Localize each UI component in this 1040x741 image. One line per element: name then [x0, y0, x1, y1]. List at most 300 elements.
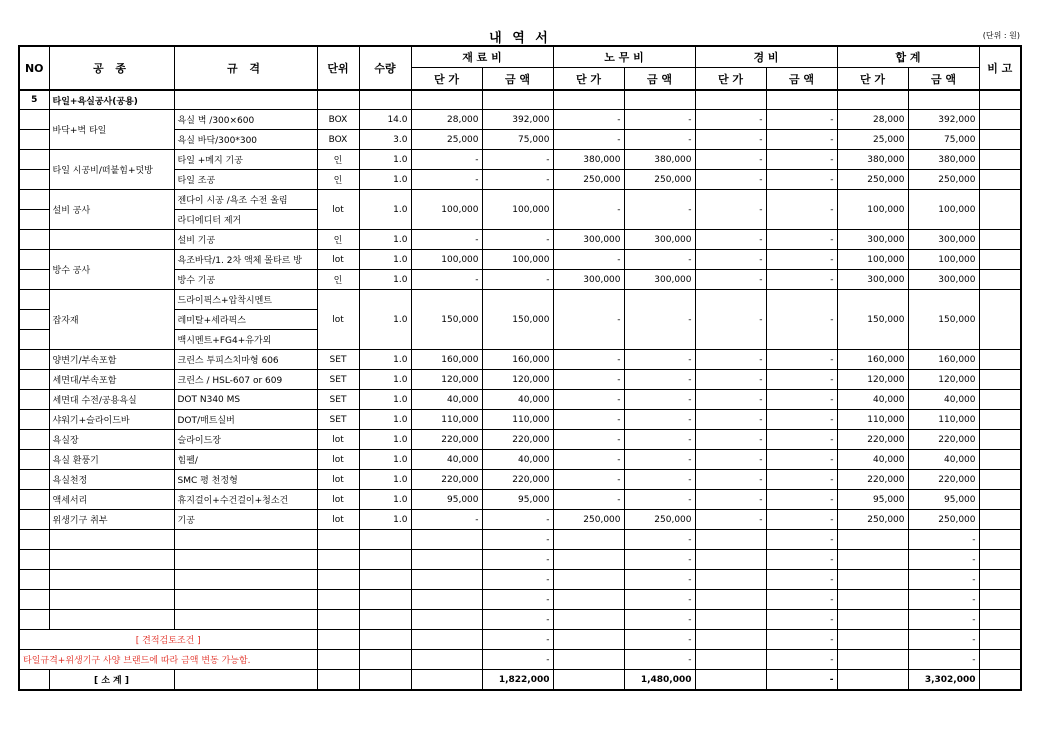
material-unit-price: - — [411, 510, 482, 530]
empty-cell — [553, 630, 624, 650]
empty-cell — [317, 630, 359, 650]
qty-cell: 1.0 — [359, 430, 411, 450]
no-cell — [19, 130, 49, 150]
no-cell — [19, 250, 49, 270]
dash-cell: - — [908, 550, 979, 570]
empty-cell — [359, 630, 411, 650]
header-unit: 단위 — [317, 46, 359, 90]
dash-cell: - — [908, 610, 979, 630]
total-unit-price: 110,000 — [837, 410, 908, 430]
qty-cell: 1.0 — [359, 490, 411, 510]
qty-cell: 3.0 — [359, 130, 411, 150]
brand-note: 타일규격+위생기구 사양 브랜드에 따라 금액 변동 가능함. — [19, 650, 317, 670]
header-labor: 노 무 비 — [553, 46, 695, 68]
total-unit-price: 28,000 — [837, 110, 908, 130]
table-row — [19, 350, 1021, 370]
work-type-cell: 설비 공사 — [49, 190, 174, 230]
empty-cell — [317, 570, 359, 590]
table-row — [19, 370, 1021, 390]
material-amount: 392,000 — [482, 110, 553, 130]
empty-cell — [695, 610, 766, 630]
dash-cell: - — [482, 590, 553, 610]
total-unit-price: 25,000 — [837, 130, 908, 150]
remark-cell — [979, 290, 1021, 350]
empty-cell — [837, 650, 908, 670]
empty-cell — [174, 550, 317, 570]
section-row — [19, 90, 1021, 110]
brand-note-row — [19, 650, 1021, 670]
dash-cell: - — [482, 630, 553, 650]
expense-unit-price: - — [695, 130, 766, 150]
expense-amount: - — [766, 450, 837, 470]
spec-cell: 백시멘트+FG4+유가외 — [174, 330, 317, 350]
material-amount: 110,000 — [482, 410, 553, 430]
material-amount: 160,000 — [482, 350, 553, 370]
material-unit-price: - — [411, 170, 482, 190]
spec-cell: 설비 기공 — [174, 230, 317, 250]
subtotal-expense: - — [766, 670, 837, 691]
header-remark: 비 고 — [979, 46, 1021, 90]
no-cell — [19, 470, 49, 490]
labor-amount: 300,000 — [624, 230, 695, 250]
expense-amount: - — [766, 490, 837, 510]
expense-unit-price: - — [695, 190, 766, 230]
total-unit-price: 150,000 — [837, 290, 908, 350]
material-amount: - — [482, 170, 553, 190]
no-cell — [19, 310, 49, 330]
subtotal-row — [19, 670, 1021, 691]
material-amount: - — [482, 150, 553, 170]
labor-amount: - — [624, 450, 695, 470]
no-cell — [19, 490, 49, 510]
dash-cell: - — [766, 570, 837, 590]
total-unit-price: 95,000 — [837, 490, 908, 510]
table-row — [19, 390, 1021, 410]
qty-cell: 1.0 — [359, 350, 411, 370]
blank-row — [19, 570, 1021, 590]
labor-unit-price: 380,000 — [553, 150, 624, 170]
material-amount: 100,000 — [482, 250, 553, 270]
labor-amount: - — [624, 410, 695, 430]
material-amount: 220,000 — [482, 430, 553, 450]
no-cell — [19, 410, 49, 430]
work-type-cell: 욕실천정 — [49, 470, 174, 490]
labor-unit-price: - — [553, 470, 624, 490]
total-amount: 300,000 — [908, 270, 979, 290]
dash-cell: - — [766, 610, 837, 630]
empty-cell — [411, 650, 482, 670]
expense-unit-price: - — [695, 230, 766, 250]
table-row — [19, 190, 1021, 210]
dash-cell: - — [482, 550, 553, 570]
header-material-amount: 금 액 — [482, 68, 553, 91]
empty-cell — [49, 550, 174, 570]
labor-amount: - — [624, 430, 695, 450]
labor-amount: 250,000 — [624, 510, 695, 530]
total-amount: 220,000 — [908, 430, 979, 450]
no-cell — [19, 110, 49, 130]
spec-cell: 기공 — [174, 510, 317, 530]
unit-cell: 인 — [317, 270, 359, 290]
header-total-amount: 금 액 — [908, 68, 979, 91]
empty-cell — [553, 590, 624, 610]
expense-amount: - — [766, 230, 837, 250]
no-cell — [19, 450, 49, 470]
spec-cell: 방수 기공 — [174, 270, 317, 290]
material-amount: 40,000 — [482, 450, 553, 470]
spec-cell: DOT N340 MS — [174, 390, 317, 410]
labor-unit-price: - — [553, 490, 624, 510]
no-cell — [19, 210, 49, 230]
table-row — [19, 430, 1021, 450]
no-cell — [19, 230, 49, 250]
expense-amount: - — [766, 370, 837, 390]
labor-amount: 380,000 — [624, 150, 695, 170]
empty-cell — [359, 550, 411, 570]
dash-cell: - — [482, 570, 553, 590]
dash-cell: - — [766, 550, 837, 570]
no-cell — [19, 190, 49, 210]
empty-cell — [411, 550, 482, 570]
header-material: 재 료 비 — [411, 46, 553, 68]
qty-cell: 1.0 — [359, 170, 411, 190]
total-unit-price: 40,000 — [837, 450, 908, 470]
remark-cell — [979, 370, 1021, 390]
header-row-1 — [19, 46, 1021, 68]
empty-cell — [695, 570, 766, 590]
qty-cell: 1.0 — [359, 250, 411, 270]
blank-row — [19, 590, 1021, 610]
empty-cell — [553, 670, 624, 691]
dash-cell: - — [766, 650, 837, 670]
expense-amount: - — [766, 190, 837, 230]
labor-unit-price: - — [553, 110, 624, 130]
no-cell — [19, 390, 49, 410]
empty-cell — [695, 530, 766, 550]
empty-cell — [837, 530, 908, 550]
no-cell — [19, 350, 49, 370]
table-row — [19, 490, 1021, 510]
empty-cell — [979, 610, 1021, 630]
empty-cell — [317, 650, 359, 670]
unit-cell: lot — [317, 490, 359, 510]
header-expense-unit-price: 단 가 — [695, 68, 766, 91]
total-amount: 100,000 — [908, 190, 979, 230]
work-type-cell: 위생기구 취부 — [49, 510, 174, 530]
labor-amount: - — [624, 190, 695, 230]
subtotal-total: 3,302,000 — [908, 670, 979, 691]
total-amount: 40,000 — [908, 450, 979, 470]
unit-cell: lot — [317, 510, 359, 530]
dash-cell: - — [908, 630, 979, 650]
empty-cell — [19, 670, 49, 691]
material-amount: 120,000 — [482, 370, 553, 390]
no-cell — [19, 170, 49, 190]
subtotal-material: 1,822,000 — [482, 670, 553, 691]
empty-cell — [553, 650, 624, 670]
material-amount: 75,000 — [482, 130, 553, 150]
total-unit-price: 40,000 — [837, 390, 908, 410]
total-unit-price: 250,000 — [837, 170, 908, 190]
material-amount: 220,000 — [482, 470, 553, 490]
dash-cell: - — [908, 590, 979, 610]
material-unit-price: 120,000 — [411, 370, 482, 390]
total-amount: 160,000 — [908, 350, 979, 370]
total-amount: 380,000 — [908, 150, 979, 170]
material-amount: 150,000 — [482, 290, 553, 350]
work-type-cell: 액세서리 — [49, 490, 174, 510]
material-unit-price: 40,000 — [411, 450, 482, 470]
empty-cell — [979, 630, 1021, 650]
remark-cell — [979, 150, 1021, 170]
material-unit-price: 150,000 — [411, 290, 482, 350]
empty-cell — [49, 570, 174, 590]
no-cell — [19, 510, 49, 530]
spec-cell: 타일 +메지 기공 — [174, 150, 317, 170]
spec-cell: 슬라이드장 — [174, 430, 317, 450]
table-row — [19, 110, 1021, 130]
subtotal-label: [ 소 계 ] — [49, 670, 174, 691]
expense-unit-price: - — [695, 170, 766, 190]
section-name: 타일+욕실공사(공용) — [49, 90, 174, 110]
empty-cell — [174, 530, 317, 550]
expense-amount: - — [766, 390, 837, 410]
labor-amount: - — [624, 250, 695, 270]
qty-cell: 1.0 — [359, 450, 411, 470]
labor-amount: - — [624, 350, 695, 370]
unit-cell: 인 — [317, 230, 359, 250]
spec-cell: DOT/매트실버 — [174, 410, 317, 430]
qty-cell: 1.0 — [359, 150, 411, 170]
dash-cell: - — [624, 570, 695, 590]
remark-cell — [979, 410, 1021, 430]
unit-cell: lot — [317, 470, 359, 490]
empty-cell — [317, 590, 359, 610]
qty-cell: 1.0 — [359, 390, 411, 410]
no-cell — [19, 150, 49, 170]
empty-cell — [695, 590, 766, 610]
empty-cell — [359, 670, 411, 691]
labor-unit-price: - — [553, 390, 624, 410]
empty-cell — [359, 530, 411, 550]
work-type-cell — [49, 230, 174, 250]
spec-cell: 드라이픽스+압착시멘트 — [174, 290, 317, 310]
header-material-unit-price: 단 가 — [411, 68, 482, 91]
qty-cell: 1.0 — [359, 230, 411, 250]
expense-unit-price: - — [695, 370, 766, 390]
empty-cell — [19, 570, 49, 590]
material-unit-price: 95,000 — [411, 490, 482, 510]
unit-cell: lot — [317, 290, 359, 350]
no-cell — [19, 290, 49, 310]
total-unit-price: 100,000 — [837, 250, 908, 270]
empty-cell — [837, 590, 908, 610]
empty-cell — [979, 550, 1021, 570]
total-unit-price: 250,000 — [837, 510, 908, 530]
dash-cell: - — [766, 590, 837, 610]
remark-cell — [979, 350, 1021, 370]
expense-unit-price: - — [695, 510, 766, 530]
qty-cell: 1.0 — [359, 370, 411, 390]
labor-unit-price: 300,000 — [553, 270, 624, 290]
empty-cell — [411, 530, 482, 550]
labor-amount: - — [624, 370, 695, 390]
empty-cell — [19, 550, 49, 570]
table-row — [19, 510, 1021, 530]
work-type-cell: 바닥+벽 타일 — [49, 110, 174, 150]
header-total-unit-price: 단 가 — [837, 68, 908, 91]
remark-cell — [979, 130, 1021, 150]
labor-amount: - — [624, 290, 695, 350]
work-type-cell: 세면대 수전/공용욕실 — [49, 390, 174, 410]
work-type-cell: 욕실 환풍기 — [49, 450, 174, 470]
spec-cell: 욕실 벽 /300×600 — [174, 110, 317, 130]
header-labor-unit-price: 단 가 — [553, 68, 624, 91]
header-expense: 경 비 — [695, 46, 837, 68]
empty-cell — [19, 610, 49, 630]
labor-unit-price: 300,000 — [553, 230, 624, 250]
dash-cell: - — [624, 630, 695, 650]
expense-unit-price: - — [695, 410, 766, 430]
material-unit-price: 25,000 — [411, 130, 482, 150]
dash-cell: - — [908, 650, 979, 670]
table-row — [19, 410, 1021, 430]
work-type-cell: 샤워기+슬라이드바 — [49, 410, 174, 430]
no-cell — [19, 330, 49, 350]
dash-cell: - — [482, 650, 553, 670]
empty-cell — [979, 530, 1021, 550]
material-unit-price: 28,000 — [411, 110, 482, 130]
total-amount: 110,000 — [908, 410, 979, 430]
expense-amount: - — [766, 410, 837, 430]
total-amount: 300,000 — [908, 230, 979, 250]
dash-cell: - — [908, 530, 979, 550]
dash-cell: - — [766, 630, 837, 650]
header-expense-amount: 금 액 — [766, 68, 837, 91]
header-no: NO — [19, 46, 49, 90]
total-amount: 75,000 — [908, 130, 979, 150]
expense-amount: - — [766, 290, 837, 350]
total-amount: 150,000 — [908, 290, 979, 350]
section-no: 5 — [19, 90, 49, 110]
empty-cell — [317, 550, 359, 570]
total-amount: 100,000 — [908, 250, 979, 270]
spec-cell: 욕실 바닥/300*300 — [174, 130, 317, 150]
expense-unit-price: - — [695, 250, 766, 270]
expense-unit-price: - — [695, 390, 766, 410]
material-amount: 40,000 — [482, 390, 553, 410]
total-unit-price: 380,000 — [837, 150, 908, 170]
unit-note: (단위 : 원) — [982, 31, 1020, 40]
labor-unit-price: - — [553, 450, 624, 470]
dash-cell: - — [624, 550, 695, 570]
empty-cell — [553, 530, 624, 550]
empty-cell — [49, 530, 174, 550]
empty-cell — [837, 670, 908, 691]
expense-unit-price: - — [695, 430, 766, 450]
material-unit-price: 160,000 — [411, 350, 482, 370]
material-unit-price: 40,000 — [411, 390, 482, 410]
empty-cell — [553, 550, 624, 570]
material-unit-price: - — [411, 230, 482, 250]
dash-cell: - — [624, 590, 695, 610]
empty-cell — [979, 570, 1021, 590]
header-qty: 수량 — [359, 46, 411, 90]
estimate-table — [18, 45, 1022, 691]
labor-amount: 250,000 — [624, 170, 695, 190]
expense-unit-price: - — [695, 450, 766, 470]
empty-cell — [174, 670, 317, 691]
spec-cell: 크린스 투피스치마형 606 — [174, 350, 317, 370]
labor-amount: - — [624, 490, 695, 510]
dash-cell: - — [908, 570, 979, 590]
qty-cell: 1.0 — [359, 190, 411, 230]
remark-cell — [979, 430, 1021, 450]
qty-cell: 1.0 — [359, 270, 411, 290]
work-type-cell: 세면대/부속포함 — [49, 370, 174, 390]
table-row — [19, 230, 1021, 250]
material-unit-price: - — [411, 270, 482, 290]
work-type-cell: 욕실장 — [49, 430, 174, 450]
table-row — [19, 450, 1021, 470]
expense-unit-price: - — [695, 150, 766, 170]
empty-cell — [979, 590, 1021, 610]
labor-unit-price: - — [553, 350, 624, 370]
blank-row — [19, 530, 1021, 550]
empty-cell — [695, 650, 766, 670]
labor-unit-price: - — [553, 250, 624, 270]
empty-cell — [837, 570, 908, 590]
expense-amount: - — [766, 170, 837, 190]
labor-unit-price: - — [553, 430, 624, 450]
remark-cell — [979, 230, 1021, 250]
expense-amount: - — [766, 350, 837, 370]
expense-amount: - — [766, 470, 837, 490]
table-row — [19, 290, 1021, 310]
empty-cell — [317, 610, 359, 630]
no-cell — [19, 430, 49, 450]
total-amount: 250,000 — [908, 510, 979, 530]
empty-cell — [837, 630, 908, 650]
labor-amount: - — [624, 110, 695, 130]
total-unit-price: 120,000 — [837, 370, 908, 390]
spec-cell: 크린스 / HSL-607 or 609 — [174, 370, 317, 390]
dash-cell: - — [482, 530, 553, 550]
table-row — [19, 150, 1021, 170]
total-unit-price: 300,000 — [837, 230, 908, 250]
total-amount: 250,000 — [908, 170, 979, 190]
material-unit-price: 220,000 — [411, 430, 482, 450]
qty-cell: 14.0 — [359, 110, 411, 130]
total-amount: 392,000 — [908, 110, 979, 130]
material-amount: - — [482, 270, 553, 290]
empty-cell — [359, 650, 411, 670]
blank-row — [19, 610, 1021, 630]
expense-unit-price: - — [695, 110, 766, 130]
empty-cell — [317, 670, 359, 691]
empty-cell — [19, 530, 49, 550]
unit-cell: lot — [317, 430, 359, 450]
unit-cell: lot — [317, 190, 359, 230]
remark-cell — [979, 470, 1021, 490]
labor-unit-price: 250,000 — [553, 170, 624, 190]
material-unit-price: 100,000 — [411, 250, 482, 270]
expense-unit-price: - — [695, 470, 766, 490]
blank-row — [19, 550, 1021, 570]
total-amount: 40,000 — [908, 390, 979, 410]
total-amount: 95,000 — [908, 490, 979, 510]
empty-cell — [411, 670, 482, 691]
